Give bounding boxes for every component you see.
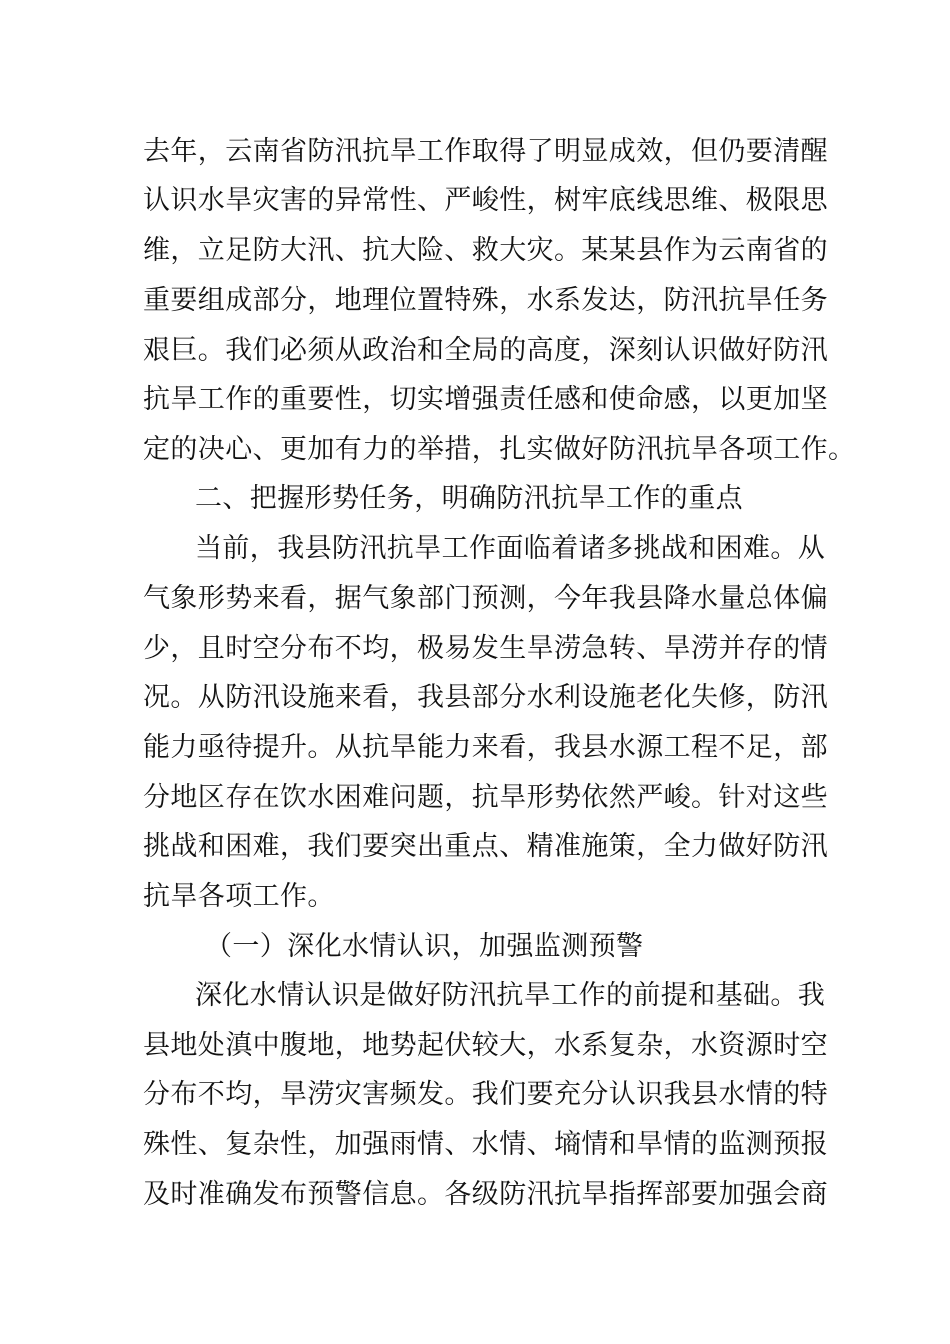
paragraph-line: 能力亟待提升。从抗旱能力来看，我县水源工程不足，部 [143,732,828,763]
paragraph-line: 挑战和困难，我们要突出重点、精准施策，全力做好防汛 [143,831,828,862]
paragraph-line: 少，且时空分布不均，极易发生旱涝急转、旱涝并存的情 [143,633,828,664]
paragraph-line: 深化水情认识是做好防汛抗旱工作的前提和基础。我 [195,980,826,1011]
paragraph-line: 分布不均，旱涝灾害频发。我们要充分认识我县水情的特 [143,1079,828,1110]
paragraph-line: 分地区存在饮水困难问题，抗旱形势依然严峻。针对这些 [143,782,828,813]
paragraph-line: 及时准确发布预警信息。各级防汛抗旱指挥部要加强会商 [143,1179,828,1210]
section-heading: 二、把握形势任务，明确防汛抗旱工作的重点 [195,483,743,514]
paragraph-line: 去年，云南省防汛抗旱工作取得了明显成效，但仍要清醒 [143,136,828,167]
paragraph-line: 气象形势来看，据气象部门预测，今年我县降水量总体偏 [143,583,828,614]
paragraph-line: 当前，我县防汛抗旱工作面临着诸多挑战和困难。从 [195,533,826,564]
paragraph-line: 殊性、复杂性，加强雨情、水情、墒情和旱情的监测预报 [143,1129,828,1160]
paragraph-line: 重要组成部分，地理位置特殊，水系发达，防汛抗旱任务 [143,285,828,316]
paragraph-line: 维，立足防大汛、抗大险、救大灾。某某县作为云南省的 [143,235,828,266]
subsection-heading: （一）深化水情认识，加强监测预警 [205,931,644,962]
paragraph-line: 抗旱各项工作。 [143,881,335,912]
paragraph-line: 定的决心、更加有力的举措，扎实做好防汛抗旱各项工作。 [143,434,856,465]
paragraph-line: 况。从防汛设施来看，我县部分水利设施老化失修，防汛 [143,682,828,713]
paragraph-line: 抗旱工作的重要性，切实增强责任感和使命感，以更加坚 [143,384,828,415]
paragraph-line: 认识水旱灾害的异常性、严峻性，树牢底线思维、极限思 [143,185,828,216]
paragraph-line: 艰巨。我们必须从政治和全局的高度，深刻认识做好防汛 [143,335,828,366]
paragraph-line: 县地处滇中腹地，地势起伏较大，水系复杂，水资源时空 [143,1030,828,1061]
